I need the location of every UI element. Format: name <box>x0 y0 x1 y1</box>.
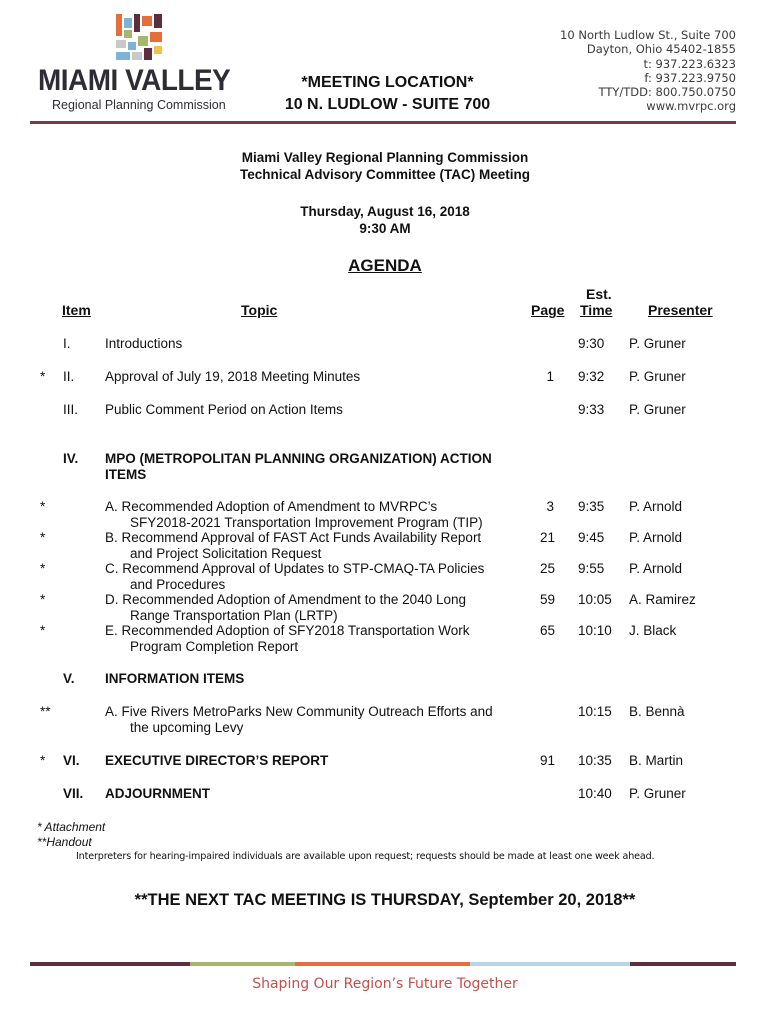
header-divider <box>30 121 736 124</box>
col-est: Est. <box>586 286 612 302</box>
agenda-item-topic-cont: SFY2018-2021 Transportation Improvement Program (TIP) <box>130 514 483 530</box>
footer-tagline: Shaping Our Region’s Future Together <box>252 976 518 992</box>
agenda-item-topic-cont: the upcoming Levy <box>130 719 244 735</box>
contact-address2: Dayton, Ohio 45402-1855 <box>586 42 736 57</box>
agenda-item-topic-cont: and Project Solicitation Request <box>130 545 322 561</box>
contact-address1: 10 North Ludlow St., Suite 700 <box>560 28 736 42</box>
agenda-item-time: 9:33 <box>578 402 605 417</box>
attachment-marker: * <box>40 499 46 514</box>
contact-phone: t: 937.223.6323 <box>643 56 736 71</box>
agenda-item-topic-cont: Program Completion Report <box>130 638 299 654</box>
agenda-item-topic: Introductions <box>105 336 183 351</box>
agenda-item-page: 1 <box>546 369 554 384</box>
agenda-item-page: 65 <box>540 623 556 638</box>
agenda-item-number: II. <box>63 369 75 384</box>
footer-bar-segment <box>190 962 295 966</box>
agenda-item-presenter: B. Bennà <box>629 704 685 719</box>
org-subtitle: Regional Planning Commission <box>52 98 226 112</box>
agenda-item-topic: A. Five Rivers MetroParks New Community Outreach Efforts and <box>105 704 493 719</box>
agenda-item-presenter: P. Gruner <box>629 369 686 384</box>
attachment-marker: ** <box>40 704 51 719</box>
contact-fax: f: 937.223.9750 <box>644 70 736 85</box>
agenda-item-presenter: A. Ramirez <box>629 592 696 607</box>
agenda-heading: AGENDA <box>348 256 422 275</box>
agenda-item-time: 9:30 <box>578 336 605 351</box>
attachment-marker: * <box>40 561 46 576</box>
col-item: Item <box>62 302 91 318</box>
agenda-item-number: III. <box>63 402 79 417</box>
meeting-time: 9:30 AM <box>359 221 411 236</box>
note-attachment: * Attachment <box>37 820 106 834</box>
agenda-item-topic: Approval of July 19, 2018 Meeting Minutes <box>105 369 361 384</box>
agenda-item-time: 9:35 <box>578 499 605 514</box>
meeting-location <box>270 72 505 116</box>
agenda-item-time: 9:32 <box>578 369 605 384</box>
next-meeting: **THE NEXT TAC MEETING IS THURSDAY, September 20, 2018** <box>134 891 636 909</box>
col-time: Time <box>580 302 613 318</box>
agenda-item-presenter: P. Gruner <box>629 786 686 801</box>
mvrpc-logo-icon <box>116 14 162 60</box>
footer-bar-segment <box>30 962 190 966</box>
attachment-marker: * <box>40 369 46 384</box>
agenda-item-presenter: P. Arnold <box>629 530 683 545</box>
agenda-item-time: 9:55 <box>578 561 605 576</box>
agenda-item-topic-cont: and Procedures <box>130 576 226 592</box>
agenda-item-time: 10:10 <box>578 623 612 638</box>
agenda-item-topic-cont: Range Transportation Plan (LRTP) <box>130 607 338 623</box>
agenda-item-topic: D. Recommended Adoption of Amendment to the 2040 Long <box>105 592 466 607</box>
col-page: Page <box>531 302 565 318</box>
agenda-item-number: VII. <box>63 786 84 801</box>
note-handout: **Handout <box>37 835 92 849</box>
contact-web[interactable]: www.mvrpc.org <box>646 99 736 114</box>
attachment-marker: * <box>40 753 46 768</box>
agenda-item-time: 10:15 <box>578 704 612 719</box>
footnotes <box>37 820 105 850</box>
agenda-item-topic: A. Recommended Adoption of Amendment to MVRPC’s <box>105 499 438 514</box>
agenda-item-number: IV. <box>63 451 79 466</box>
footer-bar-segment <box>470 962 630 966</box>
agenda-item-time: 10:35 <box>578 753 612 768</box>
agenda-item-topic: EXECUTIVE DIRECTOR’S REPORT <box>105 753 329 768</box>
agenda-item-time: 9:45 <box>578 530 605 545</box>
agenda-item-number: I. <box>63 336 71 351</box>
agenda-item-presenter: P. Gruner <box>629 336 686 351</box>
agenda-item-page: 21 <box>540 530 556 545</box>
attachment-marker: * <box>40 623 46 638</box>
agenda-item-number: V. <box>63 671 75 686</box>
attachment-marker: * <box>40 530 46 545</box>
meeting-location-label: *MEETING LOCATION* <box>301 74 474 91</box>
agenda-item-presenter: B. Martin <box>629 753 684 768</box>
agenda-item-page: 3 <box>546 499 554 514</box>
agenda-item-presenter: P. Gruner <box>629 402 686 417</box>
agenda-item-presenter: P. Arnold <box>629 561 683 576</box>
agenda-item-topic: C. Recommend Approval of Updates to STP-CMAQ-TA Policies <box>105 561 485 576</box>
agenda-item-topic: INFORMATION ITEMS <box>105 671 245 686</box>
footer-bar-segment <box>630 962 736 966</box>
meeting-location-address: 10 N. LUDLOW - SUITE 700 <box>284 96 491 113</box>
contact-block <box>560 28 736 114</box>
agenda-item-topic: Public Comment Period on Action Items <box>105 402 343 417</box>
agenda-item-topic: B. Recommend Approval of FAST Act Funds Availability Report <box>105 530 482 545</box>
agenda-item-page: 59 <box>540 592 556 607</box>
title-org: Miami Valley Regional Planning Commission <box>241 150 529 165</box>
agenda-item-presenter: P. Arnold <box>629 499 683 514</box>
meeting-date: Thursday, August 16, 2018 <box>300 204 470 219</box>
agenda-item-topic-cont: ITEMS <box>105 466 147 482</box>
agenda-item-page: 91 <box>540 753 556 768</box>
contact-tty: TTY/TDD: 800.750.0750 <box>598 85 736 100</box>
agenda-item-topic: MPO (METROPOLITAN PLANNING ORGANIZATION) ACTION <box>105 451 492 466</box>
attachment-marker: * <box>40 592 46 607</box>
agenda-item-presenter: J. Black <box>629 623 677 638</box>
agenda-item-topic: E. Recommended Adoption of SFY2018 Transportation Work <box>105 623 470 638</box>
interpreter-note: Interpreters for hearing-impaired individuals are available upon request; requests should be made at least one week ahead. <box>76 851 655 862</box>
col-presenter: Presenter <box>648 302 713 318</box>
agenda-item-page: 25 <box>540 561 556 576</box>
agenda-item-topic: ADJOURNMENT <box>105 786 211 801</box>
agenda-item-time: 10:05 <box>578 592 612 607</box>
col-topic: Topic <box>241 302 278 318</box>
footer-bar-segment <box>295 962 470 966</box>
org-name: MIAMI VALLEY <box>38 64 231 97</box>
agenda-item-number: VI. <box>63 753 80 768</box>
agenda-item-time: 10:40 <box>578 786 612 801</box>
title-committee: Technical Advisory Committee (TAC) Meeting <box>239 167 531 182</box>
